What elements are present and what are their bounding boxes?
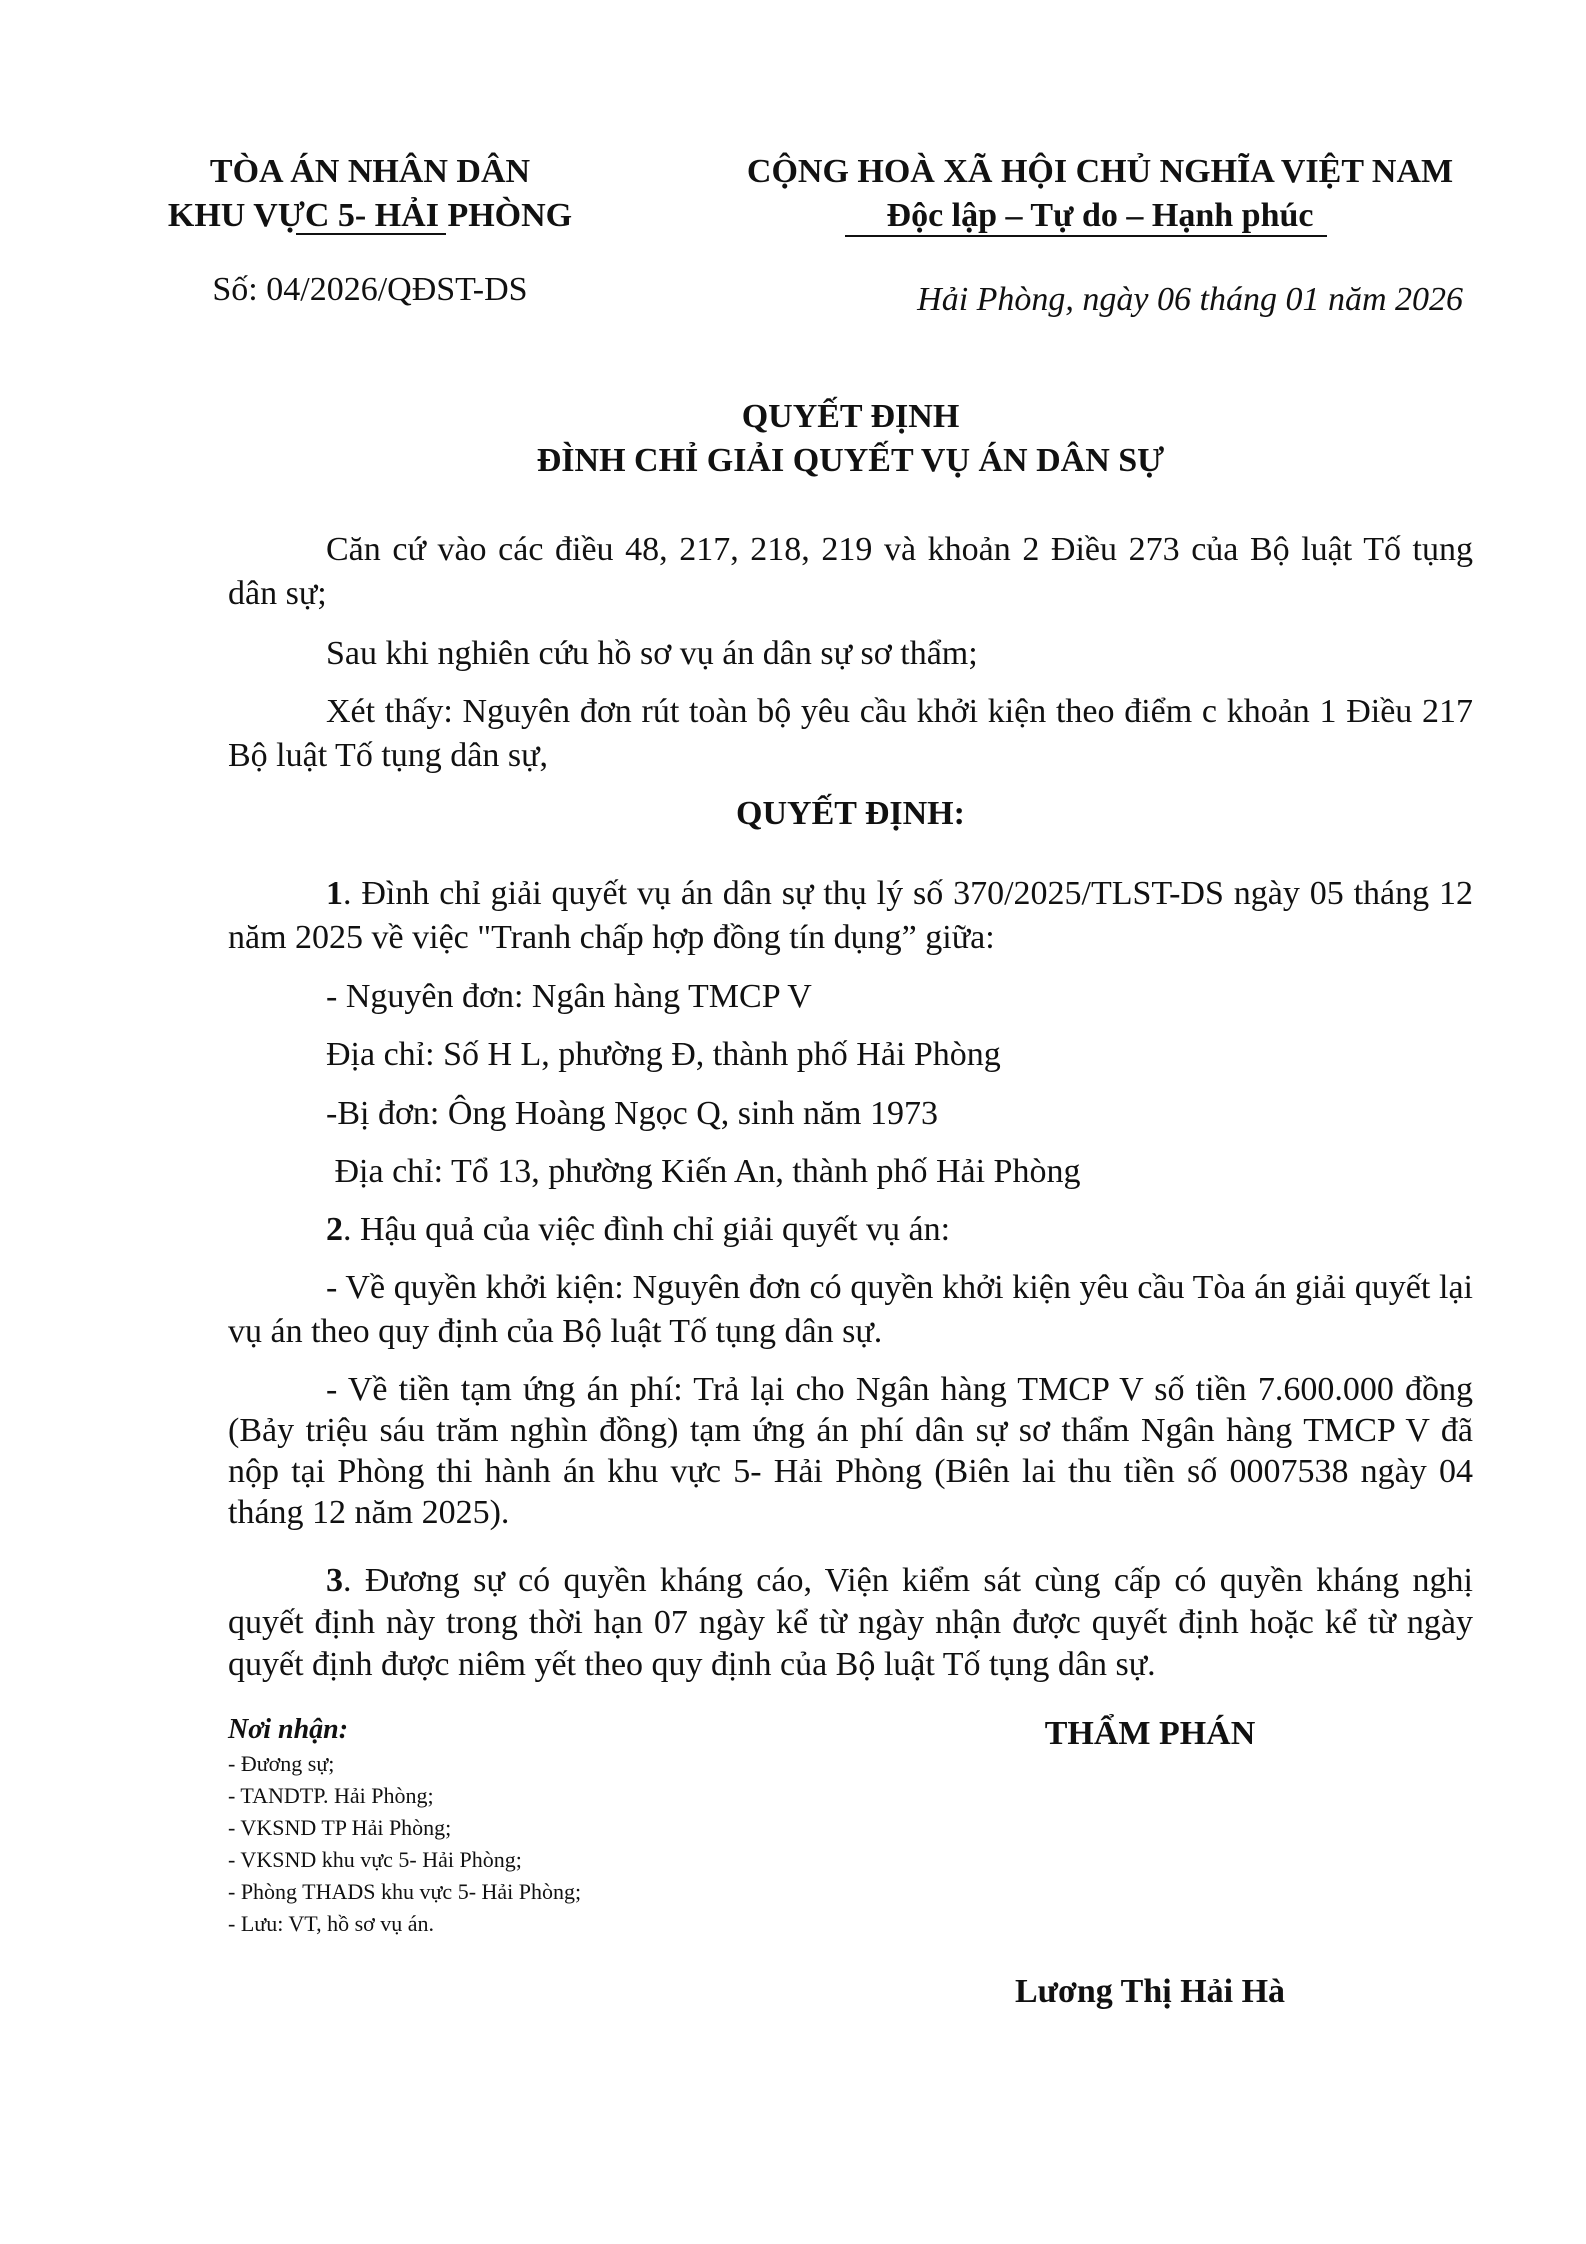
issue-date: Hải Phòng, ngày 06 tháng 01 năm 2026: [917, 281, 1463, 318]
court-name: [160, 150, 580, 238]
document-number: Số: 04/2026/QĐST-DS: [212, 271, 528, 308]
signer-name: Lương Thị Hải Hà: [1014, 1973, 1286, 2010]
recipient-item: - VKSND TP Hải Phòng;: [228, 1815, 452, 1840]
section-1-text: . Đình chỉ giải quyết vụ án dân sự thụ lý số 370/2025/TLST-DS ngày 05 tháng 12 năm 2025 về việc "Tranh chấp hợp đồng tín dụng” giữa:: [228, 875, 1473, 956]
signer-title: THẨM PHÁN: [1044, 1715, 1256, 1752]
plaintiff-line: - Nguyên đơn: Ngân hàng TMCP V: [326, 978, 812, 1015]
right-to-sue-paragraph: - Về quyền khởi kiện: Nguyên đơn có quyền khởi kiện yêu cầu Tòa án giải quyết lại vụ án theo quy định của Bộ luật Tố tụng dân sự.: [228, 1269, 1473, 1350]
defendant-line: -Bị đơn: Ông Hoàng Ngọc Q, sinh năm 1973: [326, 1095, 938, 1132]
section-1-number: 1: [326, 875, 343, 912]
document-title-line1: QUYẾT ĐỊNH: [741, 398, 960, 435]
defendant-address-line: Địa chỉ: Tổ 13, phường Kiến An, thành phố Hải Phòng: [326, 1153, 1081, 1190]
court-underline: [296, 233, 446, 235]
legal-basis-paragraph: Căn cứ vào các điều 48, 217, 218, 219 và khoản 2 Điều 273 của Bộ luật Tố tụng dân sự;: [228, 531, 1473, 612]
section-3-text: . Đương sự có quyền kháng cáo, Viện kiểm sát cùng cấp có quyền kháng nghị quyết định này trong thời hạn 07 ngày kể từ ngày nhận được quyết định hoặc kể từ ngày quyết định được niêm yết theo quy định của Bộ luật Tố tụng dân sự.: [228, 1562, 1473, 1683]
court-fee-paragraph: - Về tiền tạm ứng án phí: Trả lại cho Ngân hàng TMCP V số tiền 7.600.000 đồng (Bảy triệu sáu trăm nghìn đồng) tạm ứng án phí dân sự sơ thẩm Ngân hàng TMCP V đã nộp tại Phòng thi hành án khu vực 5- Hải Phòng (Biên lai thu tiền số 0007538 ngày 04 tháng 12 năm 2025).: [228, 1371, 1473, 1531]
recipients-heading: Nơi nhận:: [228, 1714, 349, 1745]
national-heading: [700, 150, 1500, 238]
plaintiff-address-line: Địa chỉ: Số H L, phường Đ, thành phố Hải Phòng: [326, 1036, 1001, 1073]
section-2-paragraph: [228, 1208, 1473, 1252]
recipient-item: - Đương sự;: [228, 1751, 335, 1776]
national-motto: Độc lập – Tự do – Hạnh phúc: [886, 197, 1314, 234]
section-3-paragraph: [228, 1560, 1473, 1686]
document-title: [228, 395, 1473, 483]
nation-name: CỘNG HOÀ XÃ HỘI CHỦ NGHĨA VIỆT NAM: [746, 153, 1454, 190]
section-2-text: . Hậu quả của việc đình chỉ giải quyết vụ án:: [343, 1211, 951, 1248]
document-title-line2: ĐÌNH CHỈ GIẢI QUYẾT VỤ ÁN DÂN SỰ: [536, 442, 1165, 479]
recipient-item: - TANDTP. Hải Phòng;: [228, 1783, 434, 1808]
court-name-line2: KHU VỰC 5- HẢI PHÒNG: [167, 197, 573, 234]
study-paragraph: Sau khi nghiên cứu hồ sơ vụ án dân sự sơ thẩm;: [326, 635, 978, 672]
court-name-line1: TÒA ÁN NHÂN DÂN: [209, 153, 531, 190]
motto-underline: [845, 235, 1327, 237]
recipient-item: - VKSND khu vực 5- Hải Phòng;: [228, 1847, 522, 1872]
recipient-item: - Phòng THADS khu vực 5- Hải Phòng;: [228, 1879, 582, 1904]
section-2-number: 2: [326, 1211, 343, 1248]
decision-heading: QUYẾT ĐỊNH:: [736, 795, 965, 832]
recipient-item: - Lưu: VT, hồ sơ vụ án.: [228, 1911, 435, 1936]
section-1-paragraph: [228, 872, 1473, 960]
section-3-number: 3: [326, 1562, 343, 1599]
finding-paragraph: Xét thấy: Nguyên đơn rút toàn bộ yêu cầu khởi kiện theo điểm c khoản 1 Điều 217 Bộ luật Tố tụng dân sự,: [228, 693, 1473, 774]
